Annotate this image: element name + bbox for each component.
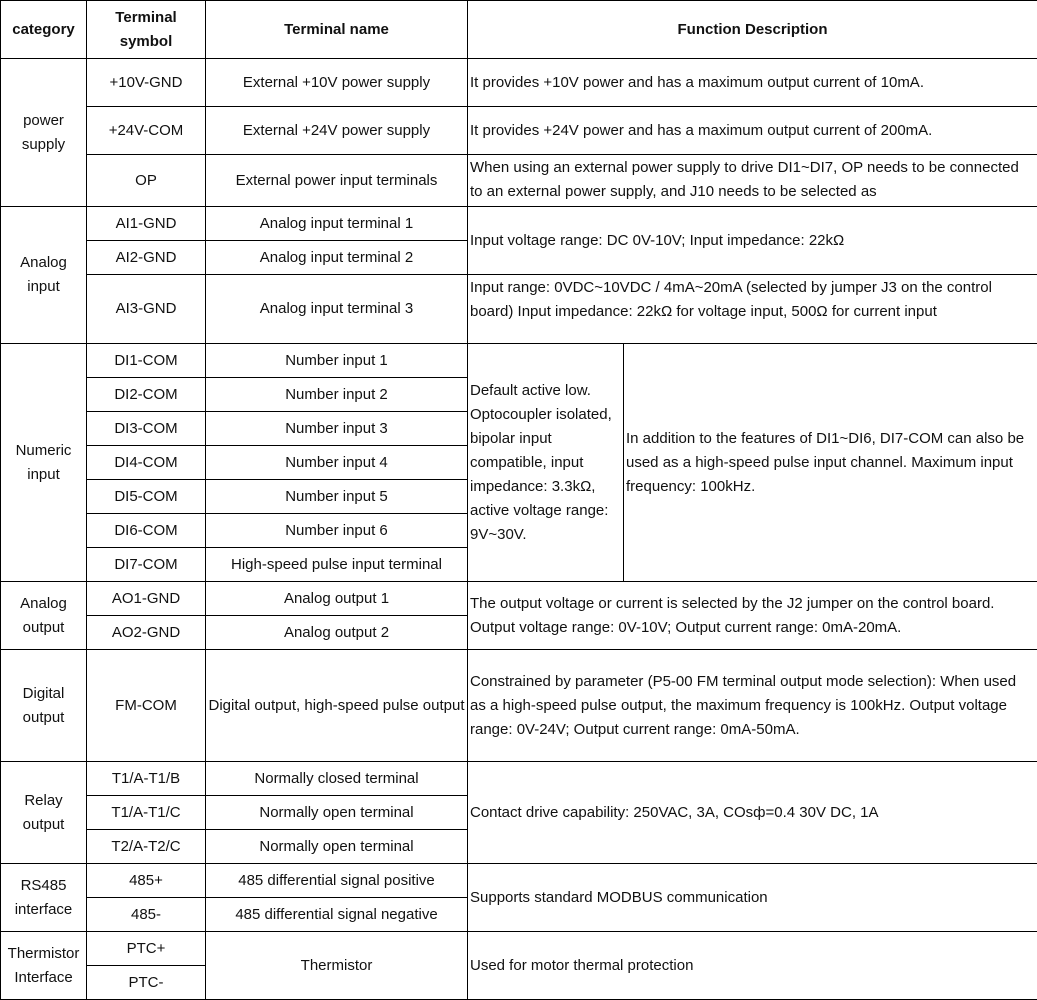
header-category: category <box>1 1 87 59</box>
function-description: The output voltage or current is selected by the J2 jumper on the control board. Output voltage range: 0V-10V; Output current range: 0mA-20mA. <box>468 582 1037 650</box>
terminal-name: Analog output 2 <box>206 616 468 650</box>
terminal-symbol: DI7-COM <box>87 548 206 582</box>
category-analog-input: Analog input <box>1 207 87 344</box>
terminal-name: External +10V power supply <box>206 59 468 107</box>
clipped-description: When using an external power supply to drive DI1~DI7, OP needs to be connected to an external power supply, and J10 needs to be selected as <box>470 156 1035 204</box>
terminal-symbol: OP <box>87 155 206 207</box>
terminal-name: Number input 1 <box>206 344 468 378</box>
terminal-symbol: DI1-COM <box>87 344 206 378</box>
terminal-symbol: DI4-COM <box>87 446 206 480</box>
category-relay-output: Relay output <box>1 762 87 864</box>
function-description: Used for motor thermal protection <box>468 932 1037 1000</box>
header-terminal-name: Terminal name <box>206 1 468 59</box>
clipped-description: Input range: 0VDC~10VDC / 4mA~20mA (selected by jumper J3 on the control board) Input impedance: 22kΩ for voltage input, 500Ω for current input <box>470 276 1035 342</box>
terminal-symbol: T1/A-T1/C <box>87 796 206 830</box>
terminal-name: Number input 5 <box>206 480 468 514</box>
header-row <box>1 1 1037 59</box>
terminal-name: Normally open terminal <box>206 796 468 830</box>
terminal-name: Normally open terminal <box>206 830 468 864</box>
terminal-symbol: PTC+ <box>87 932 206 966</box>
terminal-name: External power input terminals <box>206 155 468 207</box>
header-function-description: Function Description <box>468 1 1037 59</box>
terminal-name: Analog input terminal 1 <box>206 207 468 241</box>
terminal-symbol: AO1-GND <box>87 582 206 616</box>
header-terminal-symbol: Terminal symbol <box>87 1 206 59</box>
function-description: It provides +24V power and has a maximum output current of 200mA. <box>468 107 1037 155</box>
terminal-name: Number input 6 <box>206 514 468 548</box>
terminal-symbol: 485+ <box>87 864 206 898</box>
terminal-name: Number input 2 <box>206 378 468 412</box>
function-description <box>468 275 1037 344</box>
category-analog-output: Analog output <box>1 582 87 650</box>
terminal-symbol: AI1-GND <box>87 207 206 241</box>
terminal-symbol: +24V-COM <box>87 107 206 155</box>
terminal-symbol: DI2-COM <box>87 378 206 412</box>
terminal-name: External +24V power supply <box>206 107 468 155</box>
category-thermistor-interface: Thermistor Interface <box>1 932 87 1000</box>
category-digital-output: Digital output <box>1 650 87 762</box>
table-row <box>1 155 1037 207</box>
function-description: Contact drive capability: 250VAC, 3A, COsф=0.4 30V DC, 1A <box>468 762 1037 864</box>
terminal-name: Normally closed terminal <box>206 762 468 796</box>
terminal-name: High-speed pulse input terminal <box>206 548 468 582</box>
terminal-symbol: +10V-GND <box>87 59 206 107</box>
category-power-supply: power supply <box>1 59 87 207</box>
function-description-common: Default active low. Optocoupler isolated, bipolar input compatible, input impedance: 3.3kΩ, active voltage range: 9V~30V. <box>468 344 624 582</box>
terminal-symbol: DI6-COM <box>87 514 206 548</box>
terminal-symbol: AI2-GND <box>87 241 206 275</box>
function-description: Supports standard MODBUS communication <box>468 864 1037 932</box>
terminal-symbol: FM-COM <box>87 650 206 762</box>
terminal-symbol: DI5-COM <box>87 480 206 514</box>
table-row <box>1 582 1037 616</box>
function-description: Constrained by parameter (P5-00 FM terminal output mode selection): When used as a high-speed pulse output, the maximum frequency is 100kHz. Output voltage range: 0V-24V; Output current range: 0mA-50mA. <box>468 650 1037 762</box>
terminal-symbol: AO2-GND <box>87 616 206 650</box>
terminal-name: 485 differential signal positive <box>206 864 468 898</box>
table-row <box>1 932 1037 966</box>
terminal-symbol: AI3-GND <box>87 275 206 344</box>
terminal-symbol: T1/A-T1/B <box>87 762 206 796</box>
terminal-name: Analog input terminal 3 <box>206 275 468 344</box>
function-description-di7: In addition to the features of DI1~DI6, DI7-COM can also be used as a high-speed pulse input channel. Maximum input frequency: 100kHz. <box>624 344 1037 582</box>
terminal-symbol: DI3-COM <box>87 412 206 446</box>
terminal-symbol: 485- <box>87 898 206 932</box>
table-row <box>1 864 1037 898</box>
terminal-name: Digital output, high-speed pulse output <box>206 650 468 762</box>
table-row <box>1 207 1037 241</box>
category-rs485-interface: RS485 interface <box>1 864 87 932</box>
terminal-name: Analog output 1 <box>206 582 468 616</box>
category-numeric-input: Numeric input <box>1 344 87 582</box>
table-row <box>1 59 1037 107</box>
table-row <box>1 275 1037 344</box>
function-description: Input voltage range: DC 0V-10V; Input impedance: 22kΩ <box>468 207 1037 275</box>
table-row <box>1 344 1037 378</box>
terminal-symbol: T2/A-T2/C <box>87 830 206 864</box>
table-row <box>1 107 1037 155</box>
terminal-symbol: PTC- <box>87 966 206 1000</box>
terminal-name: Number input 3 <box>206 412 468 446</box>
terminal-name: Number input 4 <box>206 446 468 480</box>
function-description <box>468 155 1037 207</box>
function-description: It provides +10V power and has a maximum output current of 10mA. <box>468 59 1037 107</box>
terminal-name: 485 differential signal negative <box>206 898 468 932</box>
table-row <box>1 762 1037 796</box>
terminal-name: Analog input terminal 2 <box>206 241 468 275</box>
terminal-name: Thermistor <box>206 932 468 1000</box>
table-row <box>1 650 1037 762</box>
